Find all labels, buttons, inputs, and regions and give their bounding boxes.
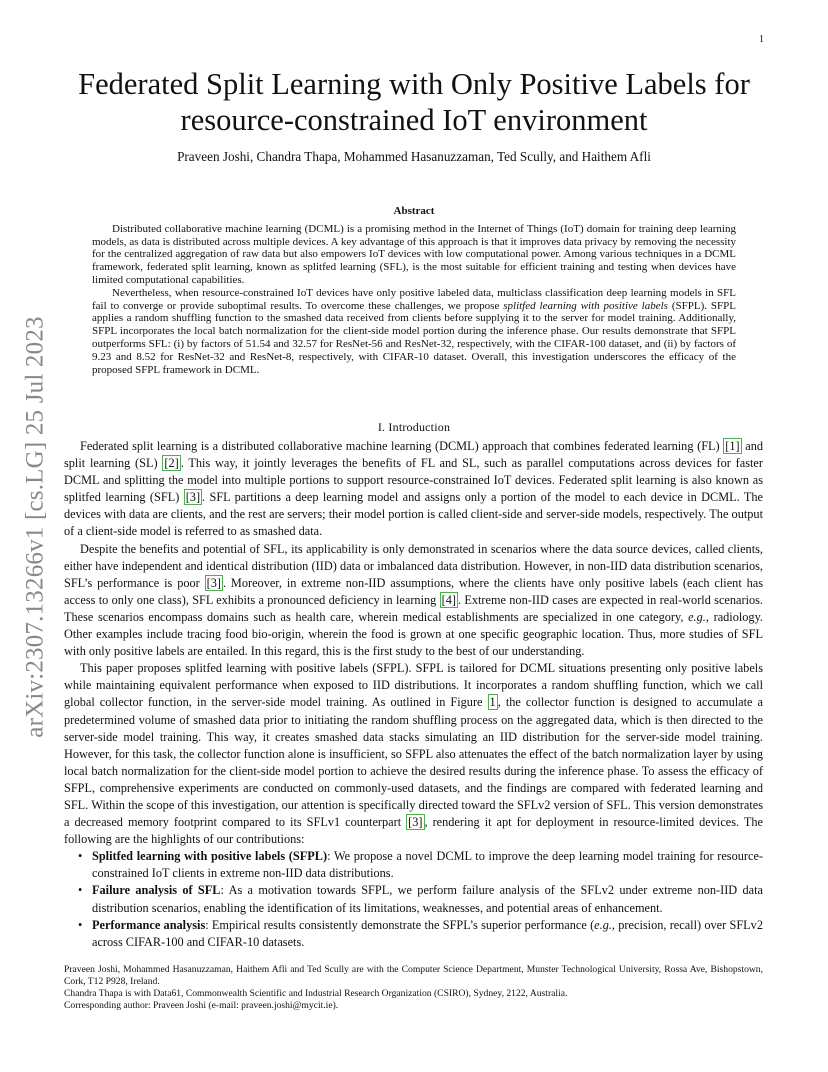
intro-paragraph-3: This paper proposes splitfed learning with positive labels (SFPL). SFPL is tailored for DCML situations presenting only positive labels while maintaining equivalent performance when exposed to IID distributions. It incorporates a random shuffling function, which we call global collector function, in the server-side model training. As outlined in Figure 1 , the collector function is designed to accumulate a predetermined volume of smashed data prior to initiating the random shuffling process on the aggregated data, which is then directed to the server-side model training. This way, it creates smashed data stacks simulating an IID distribution for the server-side model training. However, for this task, the collector function alone is insufficient, so SFPL also attenuates the effect of the batch normalization layer by using local batch normalization for the client-side model portion to achieve the desired results during the inference phase. To assess the efficacy of SFPL, comprehensive experiments are conducted on commonly-used datasets, and the findings are compared with federated learning and SFL. Within the scope of this investigation, our attention is specifically directed toward the SFLv2 version of SFL. This version demonstrates a decreased memory footprint compared to its SFLv1 counterpart [3] , rendering it apt for deployment in resource-limited devices. The following are the highlights of our contributions: bbox=[64, 661, 764, 847]
citation-link[interactable]: [2] bbox=[164, 456, 179, 471]
citation-link[interactable]: [3] bbox=[408, 815, 423, 830]
intro-paragraph-2: Despite the benefits and potential of SFL, its applicability is only demonstrated in scenarios where the data source devices, called clients, either have independent and identical distribution (IID) data or imbalanced data distribution. However, in non-IID data distribution scenarios, SFL’s performance is poor [3] . Moreover, in extreme non-IID assumptions, where the clients have only positive labels (each client has access to only one class), SFL exhibits a pronounced deficiency in learning [4] . Extreme non-IID cases are expected in real-world scenarios. These scenarios encompass domains such as health care, wherein medical establishments are specialized in one category, e.g., radiology. Other examples include tracing food bio-origin, wherein the food is grown at one specific geographic location. Thus, more studies of SFL with only positive labels are entailed. In this regard, this is the first study to the best of our understanding. bbox=[64, 541, 763, 659]
footnote-line: Corresponding author: Praveen Joshi (e-mail: praveen.joshi@mycit.ie). bbox=[64, 1000, 339, 1011]
affiliation-footnote bbox=[64, 964, 763, 1012]
section-heading-introduction: I. Introduction bbox=[377, 420, 451, 434]
page-number: 1 bbox=[759, 34, 764, 45]
abstract-paragraph-2: Nevertheless, when resource-constrained IoT devices have only positive labeled data, multiclass classification deep learning models in SFL fail to converge or provide suboptimal results. To overcome these challenges, we propose splitfed learning with positive labels (SFPL). SFPL applies a random shuffling function to the smashed data received from clients before supplying it to the server for model training. Additionally, SFPL incorporates the local batch normalization for the client-side model portion during the inference phase. Our results demonstrate that SFPL outperforms SFL: (i) by factors of 51.54 and 32.57 for ResNet-56 and ResNet-32, respectively, with the CIFAR-100 dataset, and (ii) by factors of 9.23 and 8.52 for ResNet-32 and ResNet-8, respectively, with CIFAR-10 dataset. Overall, this investigation underscores the efficacy of the proposed SFPL framework in DCML. bbox=[92, 286, 736, 376]
bullet-icon: • bbox=[78, 849, 83, 864]
abstract-heading: Abstract bbox=[393, 205, 435, 217]
footnote-line: Praveen Joshi, Mohammed Hasanuzzaman, Haithem Afli and Ted Scully are with the Computer Science Department, Munster Technological University, Rossa Ave, Bishopstown, Cork, T12 P928, Ireland. bbox=[64, 964, 763, 987]
arxiv-identifier-text: arXiv:2307.13266v1 [cs.LG] 25 Jul 2023 bbox=[22, 316, 50, 738]
intro-paragraph-1: Federated split learning is a distributed collaborative machine learning (DCML) approach that combines federated learning (FL) [1] and split learning (SL) [2] . This way, it jointly leverages the benefits of FL and SL, such as parallel computations across devices for faster DCML and splitting the model into multiple portions to support resource-constrained IoT devices. Federated split learning is also known as splitfed learning (SFL) [3] . SFL partitions a deep learning model and assigns only a portion of the model to each device in DCML. The devices with data are clients, and the rest are servers; their model portion is called client-side and server-side models, respectively. The output of a client-side model is referred to as smashed data. bbox=[64, 439, 763, 539]
contributions-list bbox=[64, 848, 763, 951]
introduction-body bbox=[64, 438, 763, 951]
citation-link[interactable]: [4] bbox=[441, 592, 456, 607]
bullet-icon: • bbox=[78, 883, 83, 898]
abstract-section bbox=[92, 205, 736, 376]
citation-link[interactable]: [1] bbox=[725, 439, 740, 453]
arxiv-identifier-stamp bbox=[22, 297, 50, 757]
contribution-item: • Splitfed learning with positive labels (SFPL): We propose a novel DCML to improve the deep learning model training for resource-constrained IoT clients in extreme non-IID data distributions. bbox=[78, 849, 763, 881]
contribution-item: • Performance analysis: Empirical results consistently demonstrate the SFPL’s superior performance (e.g., precision, recall) over SFLv2 across CIFAR-100 and CIFAR-10 datasets. bbox=[78, 917, 763, 949]
citation-link[interactable]: [3] bbox=[206, 575, 221, 590]
footnote-line: Chandra Thapa is with Data61, Commonwealth Scientific and Industrial Research Organization (CSIRO), Sydney, 2122, Australia. bbox=[64, 988, 568, 999]
author-list: Praveen Joshi, Chandra Thapa, Mohammed Hasanuzzaman, Ted Scully, and Haithem Afli bbox=[177, 149, 651, 164]
figure-link[interactable]: 1 bbox=[489, 695, 496, 710]
abstract-paragraph-1: Distributed collaborative machine learning (DCML) is a promising method in the Internet of Things (IoT) domain for training deep learning models, as data is distributed across multiple devices. A key advantage of this approach is that it improves data privacy by removing the necessity for the centralized aggregation of raw data but also empowers IoT devices with low computational power. Among various techniques in a DCML framework, federated split learning, known as splitfed learning (SFL), is the most suitable for efficient training and testing when devices have limited computational capabilities. bbox=[92, 222, 736, 286]
contribution-item: • Failure analysis of SFL: As a motivation towards SFPL, we perform failure analysis of the SFLv2 under extreme non-IID data distribution scenarios, enabling the identification of its limitations, weaknesses, and potential areas of enhancement. bbox=[78, 883, 763, 915]
paper-title: Federated Split Learning with Only Positive Labels for resource-constrained IoT environment bbox=[78, 67, 750, 137]
bullet-icon: • bbox=[78, 917, 83, 932]
citation-link[interactable]: [3] bbox=[185, 490, 201, 505]
abstract-emphasis: splitfed learning with positive labels bbox=[503, 299, 668, 312]
